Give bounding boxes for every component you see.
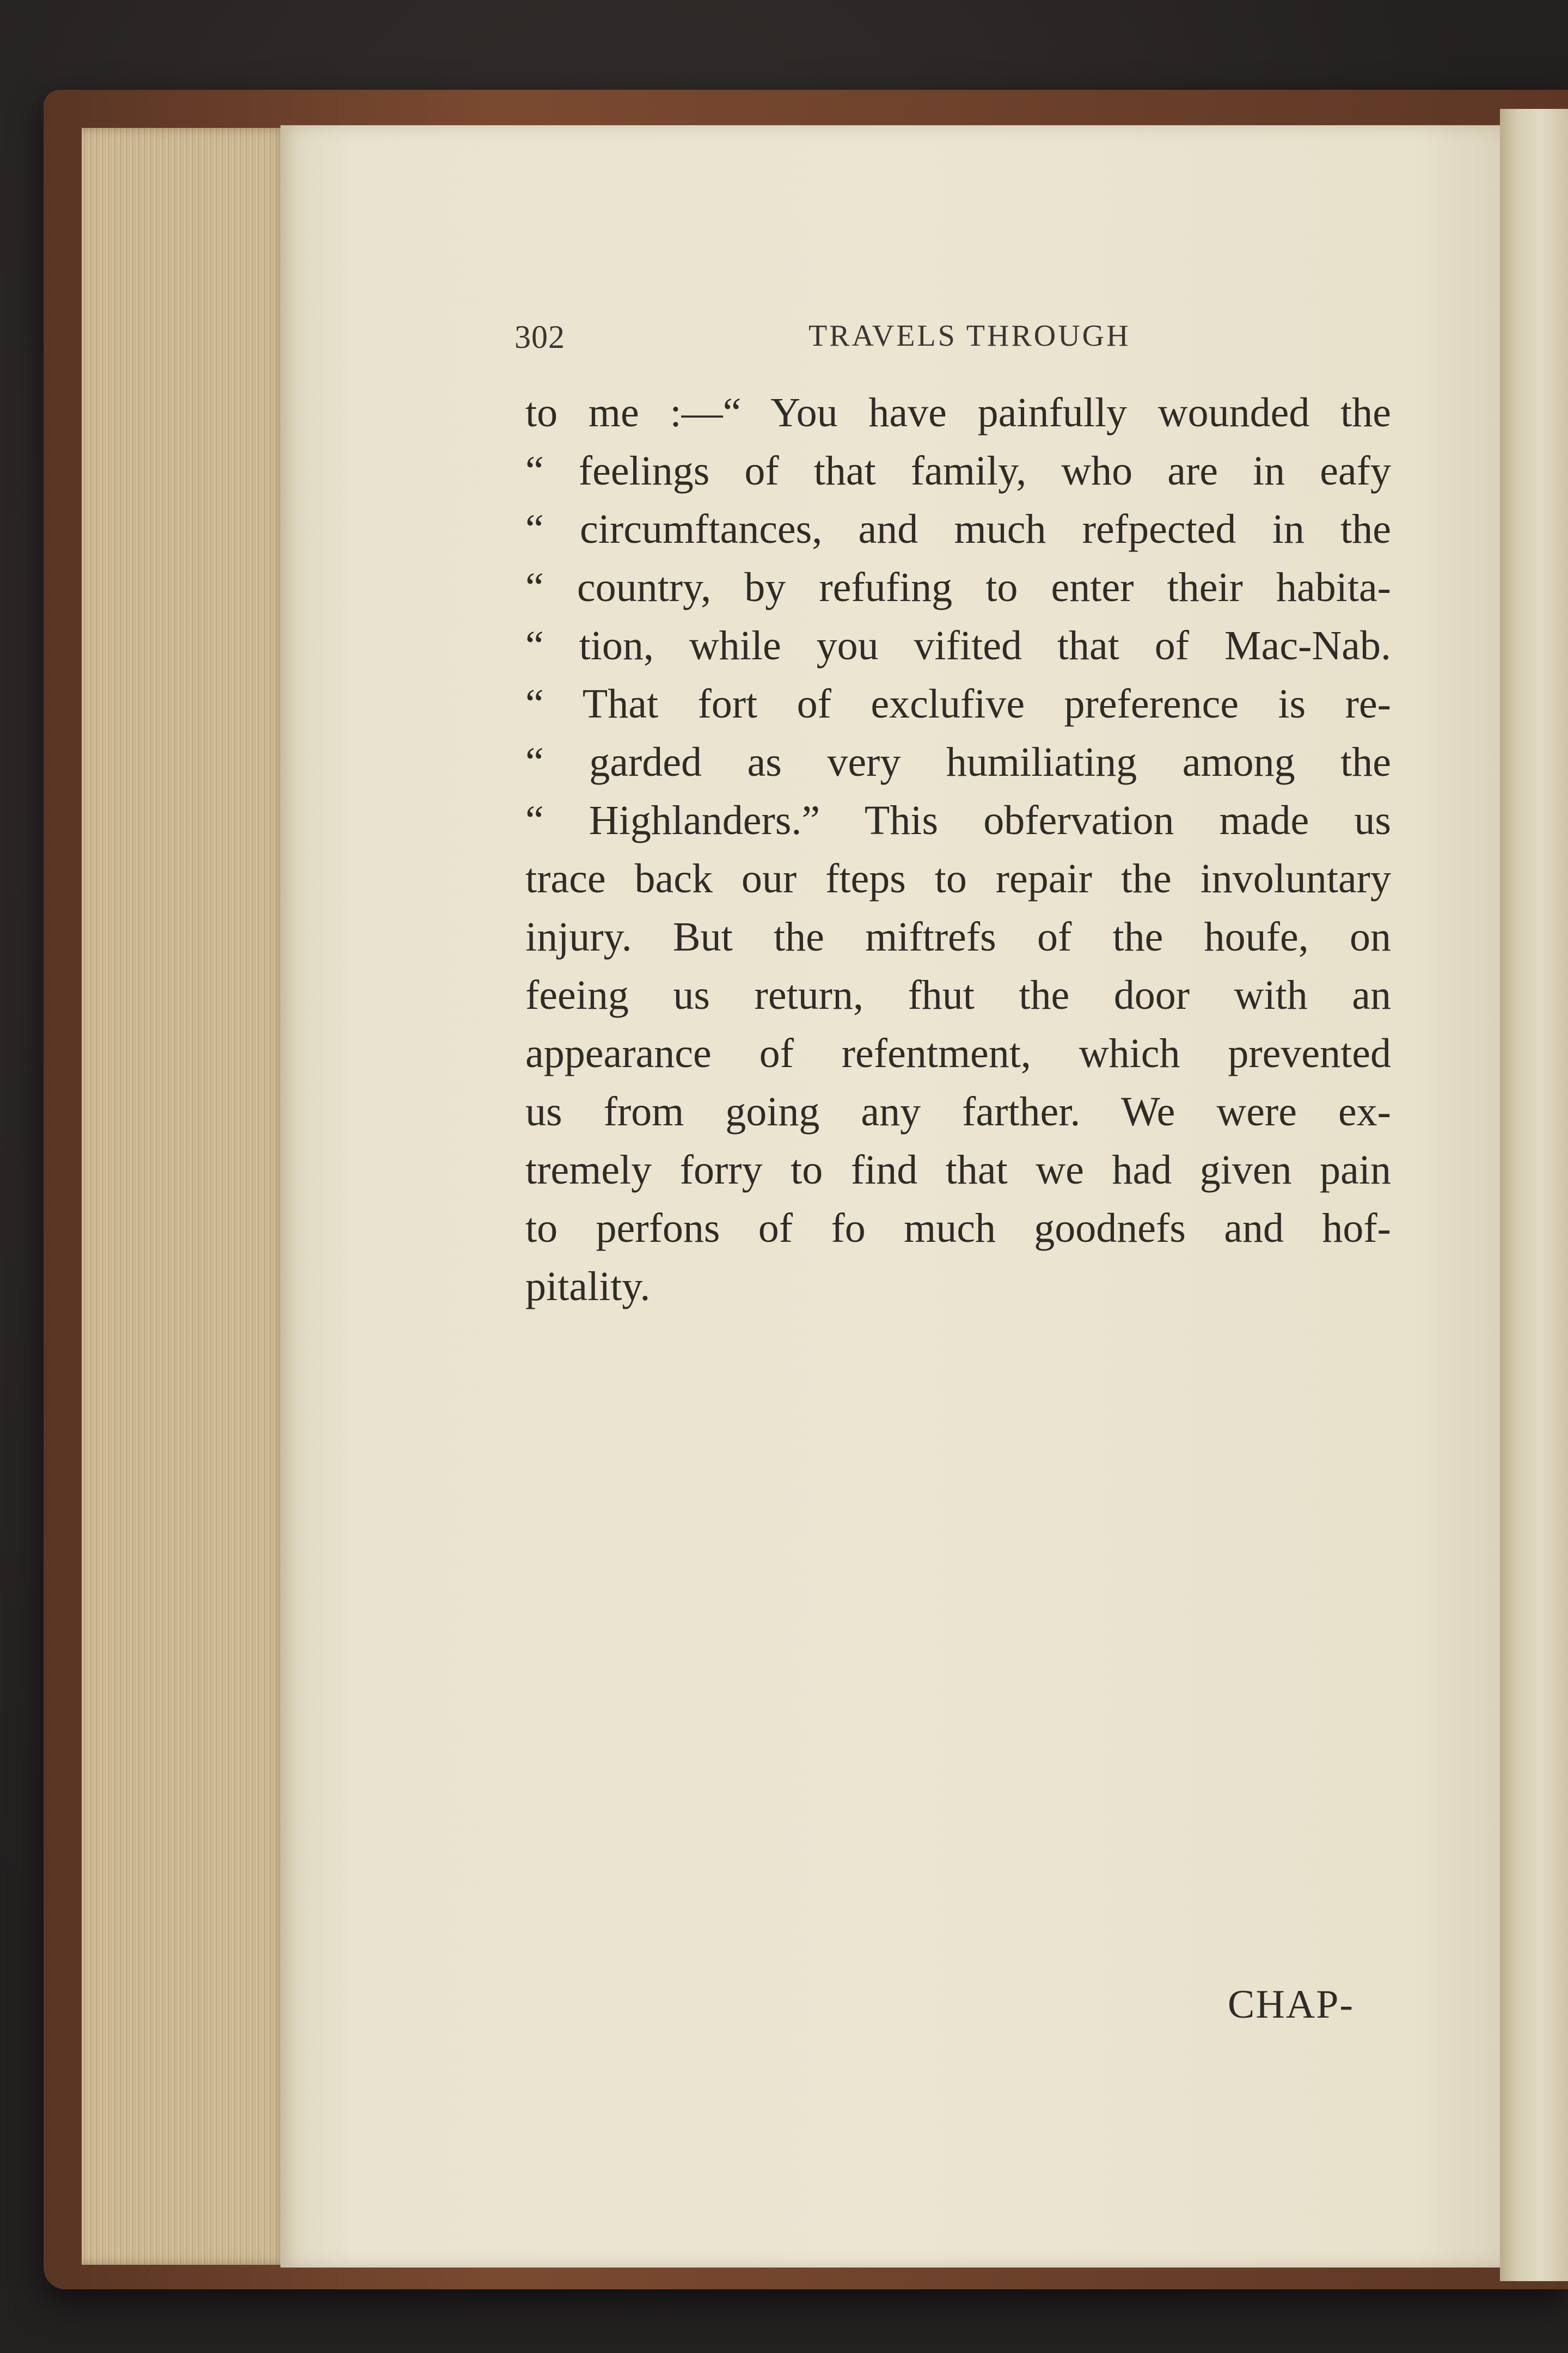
text-line: to perfons of fo much goodnefs and hof-: [525, 1205, 1391, 1251]
catchword: CHAP-: [1228, 1982, 1355, 2027]
text-line: “ Highlanders.” This obfervation made us: [525, 798, 1391, 843]
facing-page-edge: [1500, 109, 1568, 2281]
text-line: “ tion, while you vifited that of Mac-Nab.: [525, 623, 1391, 669]
text-line: “ garded as very humiliating among the: [525, 739, 1391, 785]
text-line: pitality.: [525, 1264, 651, 1309]
text-line: “ That fort of exclufive preference is re-: [525, 681, 1391, 727]
text-line: to me :—“ You have painfully wounded the: [525, 390, 1391, 436]
text-line: “ country, by refufing to enter their habita-: [525, 565, 1391, 610]
text-line: “ circumftances, and much refpected in the: [525, 506, 1391, 552]
text-line: appearance of refentment, which prevented: [525, 1031, 1391, 1076]
running-head: TRAVELS THROUGH: [808, 319, 1131, 353]
text-line: injury. But the miftrefs of the houfe, on: [525, 914, 1391, 960]
page-header: [514, 318, 1184, 362]
page-number: 302: [514, 319, 565, 355]
text-line: us from going any farther. We were ex-: [525, 1089, 1391, 1135]
text-line: trace back our fteps to repair the involuntary: [525, 856, 1391, 902]
body-text: [525, 384, 1391, 1316]
text-line: “ feelings of that family, who are in eafy: [525, 448, 1391, 494]
text-line: tremely forry to find that we had given pain: [525, 1147, 1391, 1193]
text-line: feeing us return, fhut the door with an: [525, 972, 1391, 1018]
page-edges: [82, 128, 289, 2265]
